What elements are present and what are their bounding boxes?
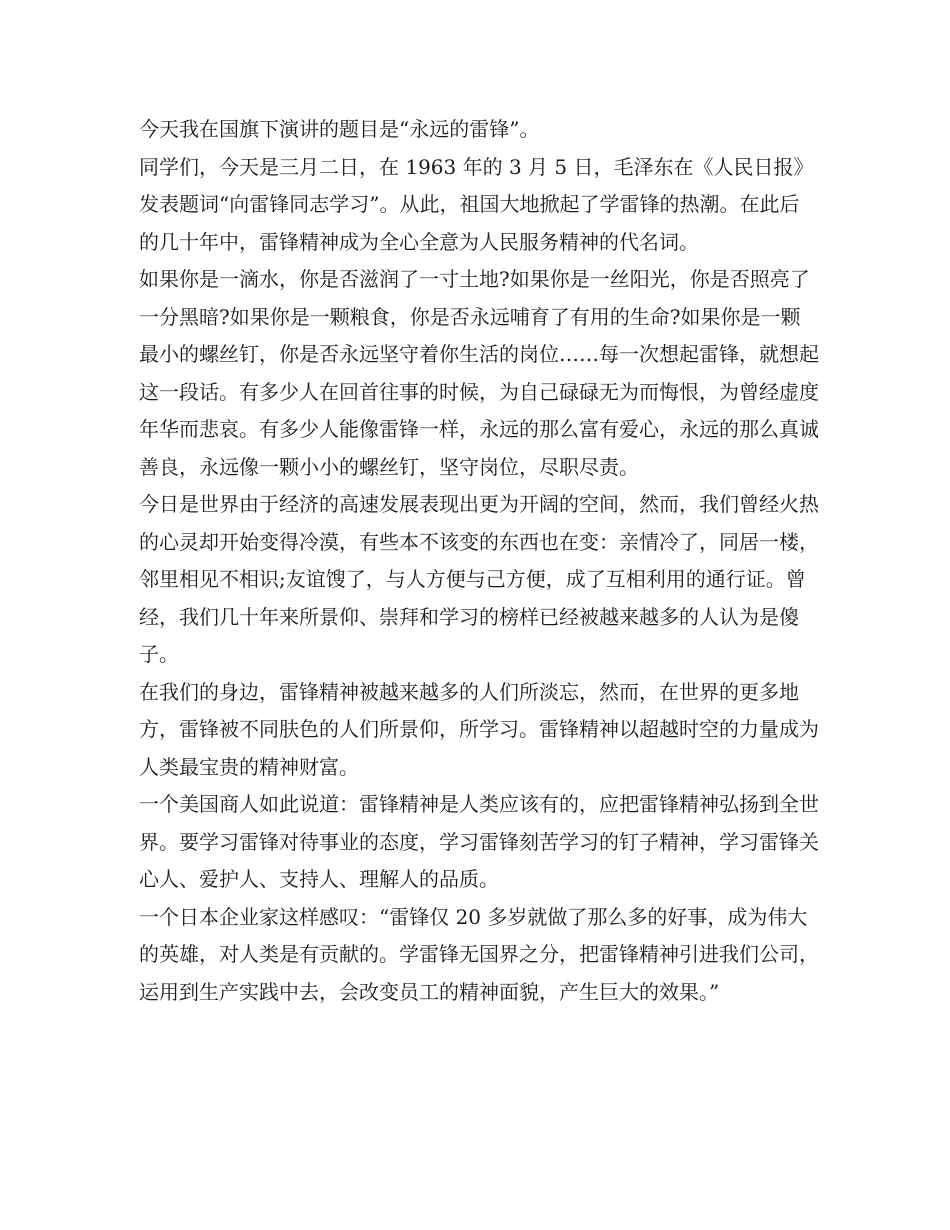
paragraph-title-line: 今天我在国旗下演讲的题目是“永远的雷锋”。	[139, 117, 540, 141]
paragraph-american-quote: 一个美国商人如此说道：雷锋精神是人类应该有的，应把雷锋精神弘扬到全世界。要学习雷锋对待事业的态度，学习雷锋刻苦学习的钉子精神，学习雷锋关心人、爱护人、支持人、理解人的品质。	[139, 792, 819, 891]
paragraph-modern-society: 今日是世界由于经济的高速发展表现出更为开阔的空间，然而，我们曾经火热的心灵却开始变得冷漠，有些本不该变的东西也在变：亲情冷了，同居一楼，邻里相见不相识;友谊馊了，与人方便与己方便，成了互相利用的通行证。曾经，我们几十年来所景仰、崇拜和学习的榜样已经被越来越多的人认为是傻子。	[139, 492, 819, 666]
paragraph-reflection: 如果你是一滴水，你是否滋润了一寸土地?如果你是一丝阳光，你是否照亮了一分黑暗?如果你是一颗粮食，你是否永远哺育了有用的生命?如果你是一颗最小的螺丝钉，你是否永远坚守着你生活的岗位……每一次想起雷锋，就想起这一段话。有多少人在回首往事的时候，为自己碌碌无为而悔恨，为曾经虚度年华而悲哀。有多少人能像雷锋一样，永远的那么富有爱心，永远的那么真诚善良，永远像一颗小小的螺丝钉，坚守岗位，尽职尽责。	[139, 267, 819, 479]
paragraph-japanese-quote: 一个日本企业家这样感叹：“雷锋仅 20 多岁就做了那么多的好事，成为伟大的英雄，对人类是有贡献的。学雷锋无国界之分，把雷锋精神引进我们公司，运用到生产实践中去，会改变员工的精神面貌，产生巨大的效果。”	[139, 904, 819, 1004]
paragraph-world-influence: 在我们的身边，雷锋精神被越来越多的人们所淡忘，然而，在世界的更多地方，雷锋被不同肤色的人们所景仰，所学习。雷锋精神以超越时空的力量成为人类最宝贵的精神财富。	[139, 679, 819, 779]
document-body	[139, 111, 819, 1011]
paragraph-historical-context: 同学们，今天是三月二日，在 1963 年的 3 月 5 日，毛泽东在《人民日报》发表题词“向雷锋同志学习”。从此，祖国大地掀起了学雷锋的热潮。在此后的几十年中，雷锋精神成为全心全意为人民服务精神的代名词。	[139, 154, 814, 254]
